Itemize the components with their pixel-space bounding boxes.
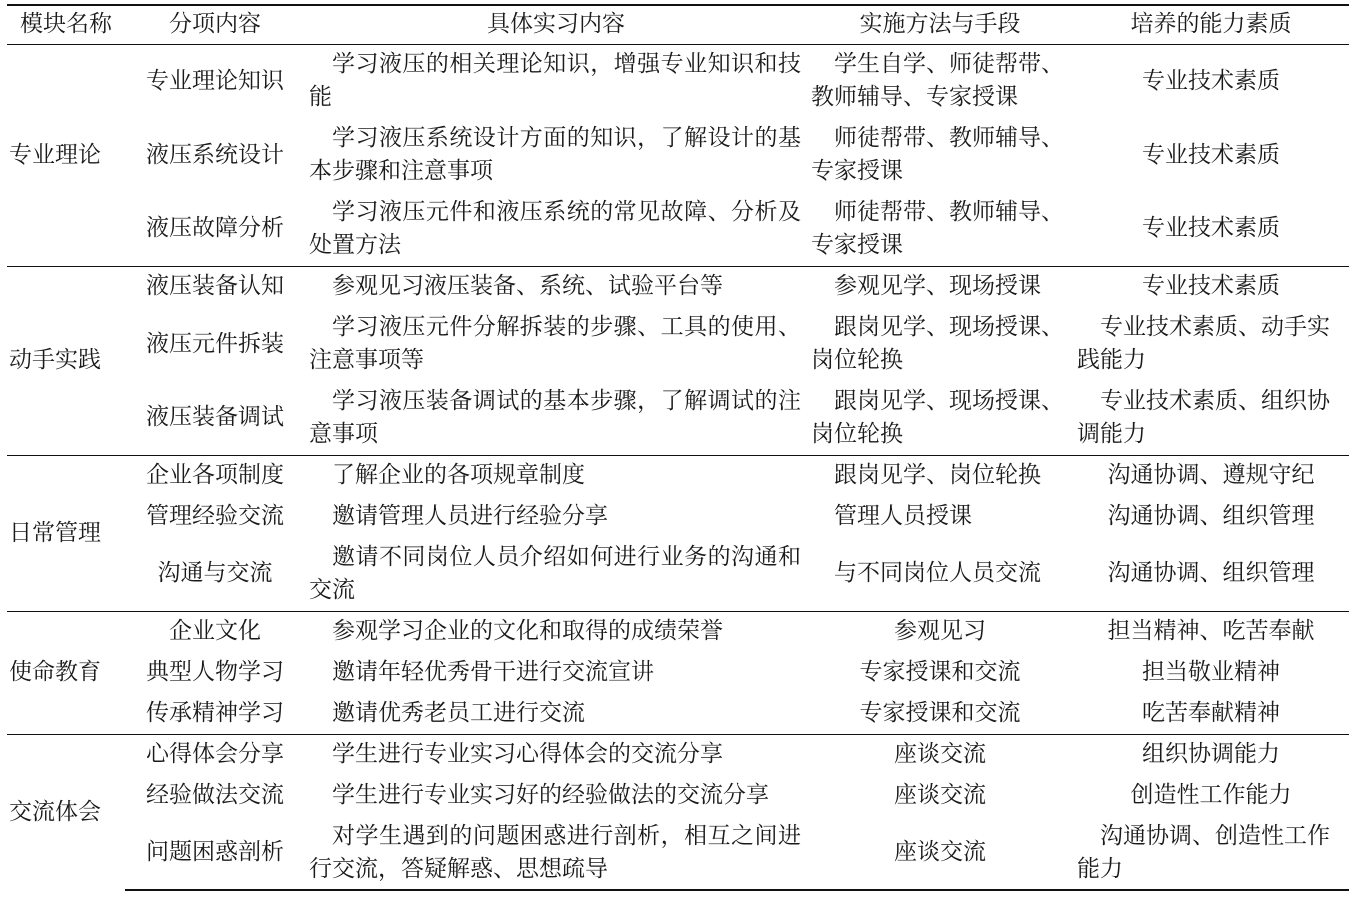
table-row [7,816,1349,890]
module-name-cell: 交流体会 [7,734,125,890]
method-cell: 座谈交流 [807,734,1073,775]
sub-item-cell: 液压装备认知 [125,266,305,307]
sub-item-cell: 液压装备调试 [146,404,284,431]
module-name-cell: 动手实践 [7,266,125,455]
table-row [7,266,1349,307]
sub-item-cell: 问题困惑剖析 [125,816,305,890]
table-row [7,775,1349,816]
method-cell [807,496,1073,537]
sub-item-cell: 企业各项制度 [125,455,305,496]
ability-cell: 组织协调能力 [1073,734,1349,775]
sub-item-cell: 传承精神学习 [146,699,284,726]
internship-content-table [7,4,1349,891]
method-text: 跟岗见学、现场授课、岗位轮换 [811,314,1064,373]
ability-text: 专业技术素质、组织协调能力 [1077,387,1330,447]
ability-cell: 沟通协调、组织管理 [1107,560,1315,587]
content-text: 学生进行专业实习好的经验做法的交流分享 [332,782,769,808]
method-text: 师徒帮带、教师辅导、专家授课 [811,125,1064,184]
sub-item-cell: 管理经验交流 [146,503,284,529]
content-cell [305,611,807,652]
content-text: 参观学习企业的文化和取得的成绩荣誉 [332,618,723,645]
ability-cell: 吃苦奉献精神 [1142,699,1280,726]
content-cell [305,307,807,381]
table-row [7,611,1349,652]
header-module-name: 模块名称 [7,5,125,44]
method-text: 师徒帮带、教师辅导、专家授课 [811,198,1064,258]
content-cell [305,537,807,611]
method-cell [807,118,1073,192]
method-text: 参观见学、现场授课 [834,273,1041,300]
content-text: 学习液压元件分解拆装的步骤、工具的使用、注意事项等 [309,314,801,373]
content-text: 学生进行专业实习心得体会的交流分享 [332,741,723,768]
header-sub-item: 分项内容 [125,5,305,44]
content-cell [305,652,807,693]
header-row [7,5,1349,44]
sub-item-cell: 液压元件拆装 [146,330,284,357]
table-row [7,496,1349,537]
method-text: 跟岗见学、现场授课、岗位轮换 [811,387,1064,447]
method-cell [807,192,1073,266]
content-cell [305,44,807,118]
sub-item-cell: 企业文化 [125,611,305,652]
ability-text: 专业技术素质、动手实践能力 [1077,314,1330,373]
ability-cell [1073,381,1349,455]
content-cell [305,693,807,734]
module-name-cell: 日常管理 [7,455,125,611]
method-text: 跟岗见学、岗位轮换 [834,462,1041,489]
method-text: 与不同岗位人员交流 [834,560,1041,587]
table-row [7,455,1349,496]
content-text: 邀请优秀老员工进行交流 [332,699,585,726]
method-cell [807,455,1073,496]
ability-cell: 专业技术素质 [1073,266,1349,307]
internship-table-container [7,4,1349,891]
ability-cell [1073,816,1349,890]
table-row [7,693,1349,734]
method-cell: 参观见习 [807,611,1073,652]
sub-item-cell: 液压故障分析 [146,215,284,242]
content-text: 参观见习液压装备、系统、试验平台等 [332,273,723,300]
module-name-cell: 使命教育 [7,611,125,734]
method-cell [807,44,1073,118]
sub-item-cell: 心得体会分享 [125,734,305,775]
content-cell [305,192,807,266]
content-cell [305,734,807,775]
method-cell: 专家授课和交流 [859,659,1021,685]
method-text: 管理人员授课 [834,503,972,529]
method-cell: 专家授课和交流 [859,699,1021,726]
content-cell [305,496,807,537]
table-row [7,307,1349,381]
ability-cell: 沟通协调、遵规守纪 [1073,455,1349,496]
sub-item-cell: 专业理论知识 [146,67,284,94]
ability-cell: 担当敬业精神 [1142,659,1280,685]
method-cell [807,537,1073,611]
table-row [7,652,1349,693]
content-text: 邀请年轻优秀骨干进行交流宣讲 [332,659,654,685]
table-row [7,118,1349,192]
table-row [7,537,1349,611]
content-text: 学习液压元件和液压系统的常见故障、分析及处置方法 [309,198,801,258]
module-name-cell: 专业理论 [9,141,101,168]
header-content: 具体实习内容 [305,5,807,44]
method-cell: 座谈交流 [894,782,986,808]
content-text: 学习液压装备调试的基本步骤，了解调试的注意事项 [309,387,801,447]
method-cell [807,381,1073,455]
content-text: 了解企业的各项规章制度 [332,462,585,489]
content-cell [305,455,807,496]
sub-item-cell: 典型人物学习 [146,659,284,685]
content-text: 邀请不同岗位人员介绍如何进行业务的沟通和交流 [309,543,801,603]
table-row [7,381,1349,455]
sub-item-cell: 沟通与交流 [157,560,273,587]
ability-cell: 担当精神、吃苦奉献 [1073,611,1349,652]
content-cell [305,118,807,192]
sub-item-cell: 经验做法交流 [146,782,284,808]
content-cell [305,816,807,890]
content-text: 对学生遇到的问题困惑进行剖析，相互之间进行交流，答疑解惑、思想疏导 [309,822,801,882]
method-cell [807,307,1073,381]
ability-text: 沟通协调、创造性工作能力 [1077,822,1330,882]
content-text: 学习液压系统设计方面的知识，了解设计的基本步骤和注意事项 [309,125,801,184]
method-cell: 座谈交流 [807,816,1073,890]
sub-item-cell: 液压系统设计 [146,141,284,168]
ability-cell: 专业技术素质 [1142,141,1280,168]
ability-cell: 创造性工作能力 [1130,782,1292,808]
table-row [7,44,1349,118]
content-cell [305,381,807,455]
table-row [7,734,1349,775]
content-cell [305,266,807,307]
content-text: 学习液压的相关理论知识，增强专业知识和技能 [309,51,801,111]
content-cell [305,775,807,816]
header-method: 实施方法与手段 [807,5,1073,44]
method-cell [807,266,1073,307]
ability-cell: 专业技术素质 [1142,67,1280,94]
table-row [7,192,1349,266]
header-ability: 培养的能力素质 [1073,5,1349,44]
ability-cell: 专业技术素质 [1142,215,1280,242]
content-text: 邀请管理人员进行经验分享 [332,503,608,529]
ability-cell [1073,307,1349,381]
ability-cell: 沟通协调、组织管理 [1107,503,1315,529]
method-text: 学生自学、师徒帮带、教师辅导、专家授课 [811,51,1064,111]
